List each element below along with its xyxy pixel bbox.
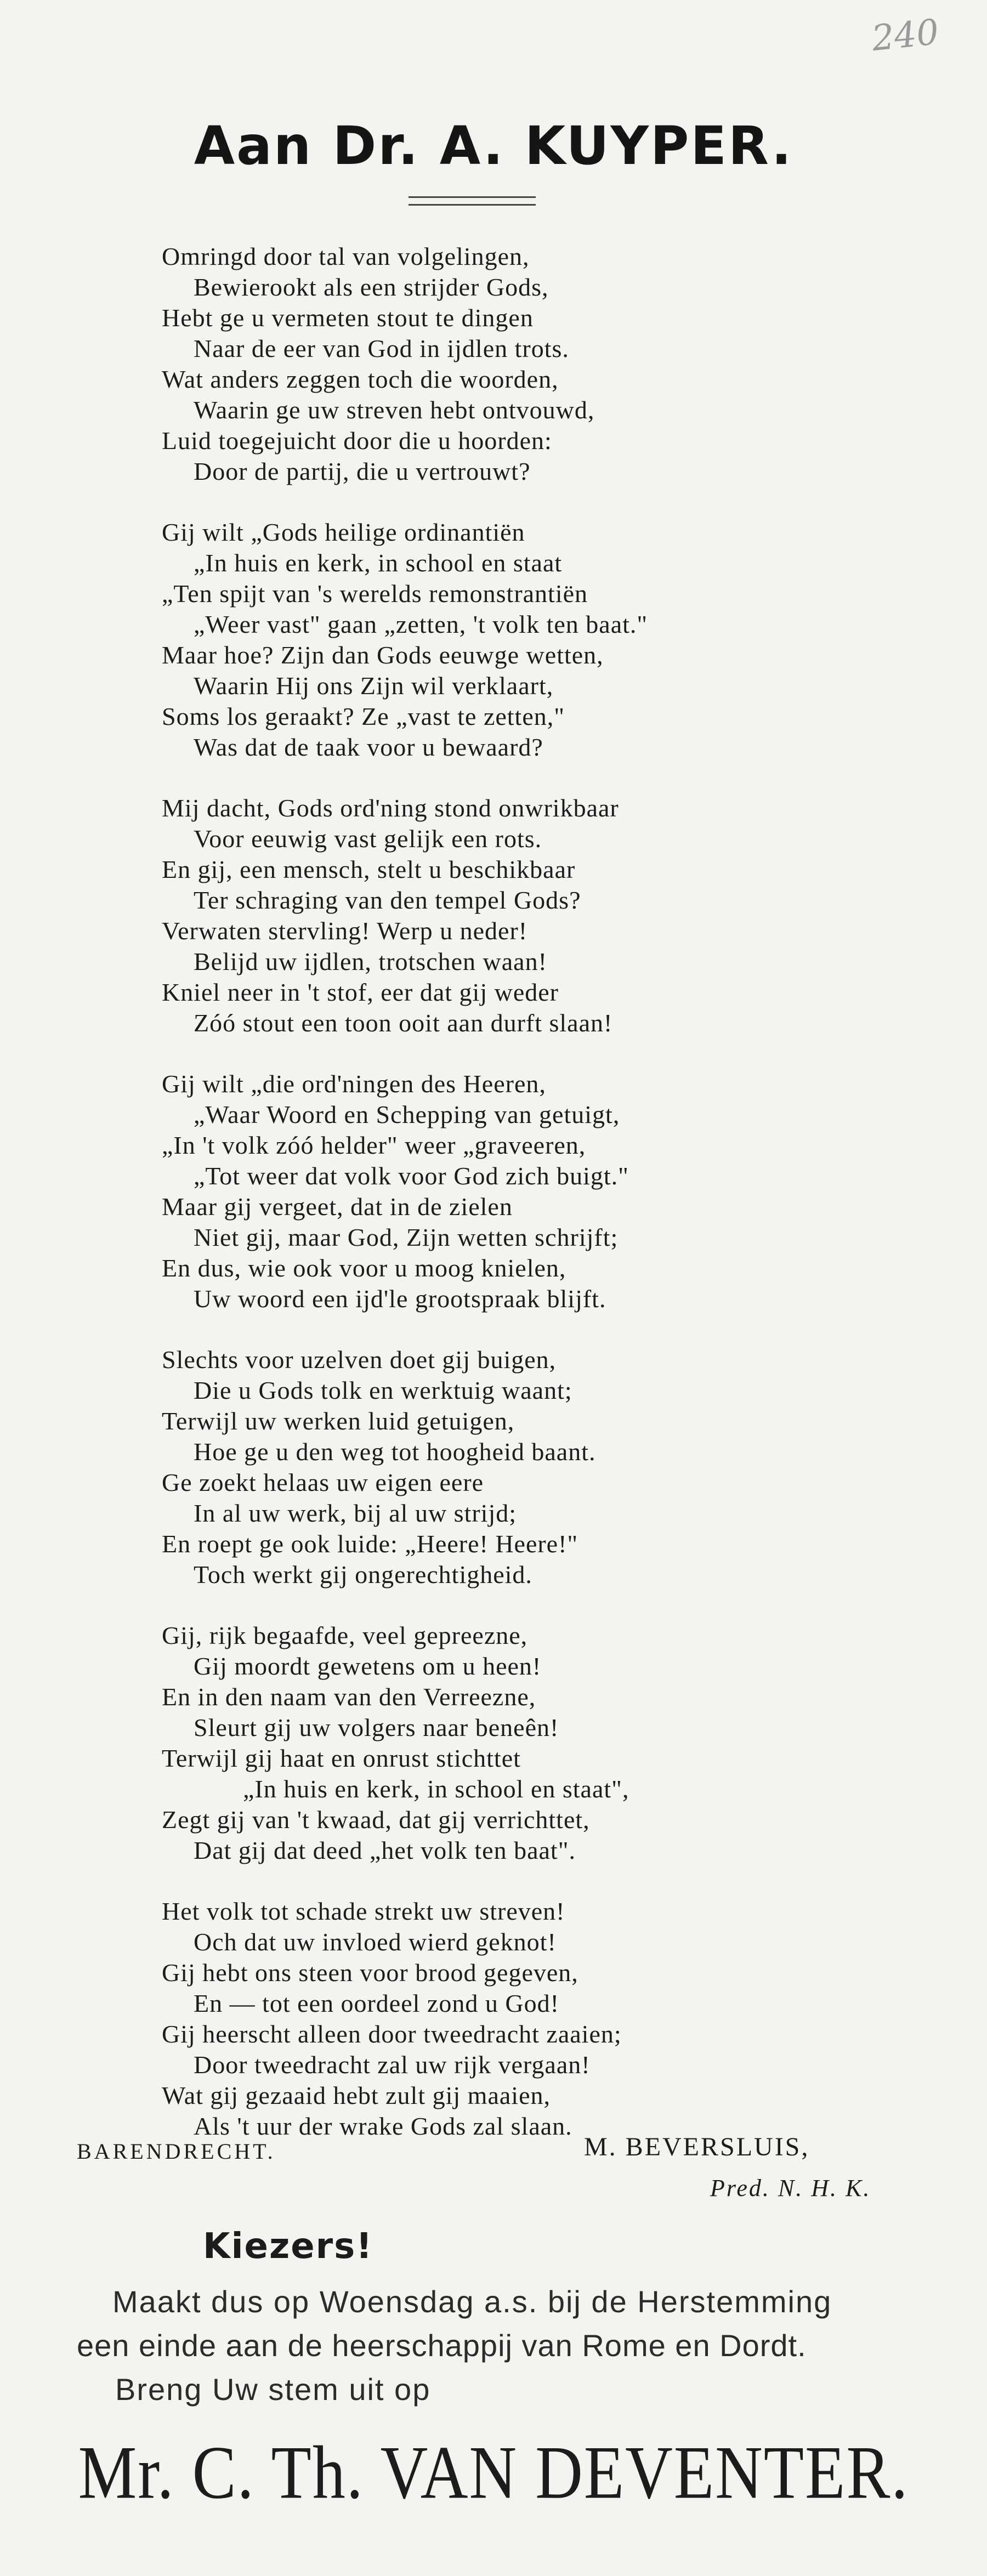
poem-line: In al uw werk, bij al uw strijd; [194,1499,517,1527]
poem-line: Niet gij, maar God, Zijn wetten schrijft; [194,1223,619,1251]
poem [162,241,820,2172]
poem-line: Als 't uur der wrake Gods zal slaan. [194,2112,572,2140]
poem-line: Gij hebt ons steen voor brood gegeven, [162,1959,578,1987]
poem-line: Naar de eer van God in ijdlen trots. [194,334,569,362]
signature-author-title: Pred. N. H. K. [710,2175,871,2201]
poem-line: Slechts voor uzelven doet gij buigen, [162,1346,557,1374]
poem-line: Was dat de taak voor u bewaard? [194,733,543,761]
poem-line: En — tot een oordeel zond u God! [194,1989,559,2017]
page-title: Aan Dr. A. KUYPER. [194,115,793,177]
poem-line: Maar gij vergeet, dat in de zielen [162,1193,513,1221]
poem-line: Gij moordt gewetens om u heen! [194,1652,542,1680]
poem-stanza [162,1069,820,1314]
poem-line: Die u Gods tolk en werktuig waant; [194,1376,572,1404]
poem-line: Belijd uw ijdlen, trotschen waan! [194,947,547,975]
title-rule-bottom [409,204,536,206]
poem-line: Bewierookt als een strijder Gods, [194,273,549,301]
poem-line: Maar hoe? Zijn dan Gods eeuwge wetten, [162,641,604,669]
poem-line: En gij, een mensch, stelt u beschikbaar [162,855,576,883]
poem-line: „Waar Woord en Schepping van getuigt, [194,1100,620,1128]
poem-line: Luid toegejuicht door die u hoorden: [162,427,552,455]
appeal-line-1: Maakt dus op Woensdag a.s. bij de Herstemming [112,2284,832,2319]
poem-stanza [162,1896,820,2142]
poem-line: Gij heerscht alleen door tweedracht zaaien; [162,2020,622,2048]
poem-line: Kniel neer in 't stof, eer dat gij weder [162,978,559,1006]
poem-line: Zóó stout een toon ooit aan durft slaan! [194,1009,613,1037]
signature-author: M. BEVERSLUIS, [584,2132,810,2161]
poem-line: Soms los geraakt? Ze „vast te zetten," [162,702,565,730]
poem-line: Het volk tot schade strekt uw streven! [162,1897,565,1925]
poem-line: Omringd door tal van volgelingen, [162,242,530,270]
appeal-line-3: Breng Uw stem uit op [115,2372,431,2407]
poem-line: En in den naam van den Verreezne, [162,1683,536,1711]
appeal-line-2: een einde aan de heerschappij van Rome en Dordt. [77,2328,807,2363]
poem-line: Voor eeuwig vast gelijk een rots. [194,825,542,853]
poem-stanza [162,1620,820,1866]
poem-line: „Weer vast" gaan „zetten, 't volk ten baat." [194,610,648,638]
poem-line: Waarin Hij ons Zijn wil verklaart, [194,672,554,700]
poem-line: Dat gij dat deed „het volk ten baat". [194,1836,576,1864]
poem-line: Toch werkt gij ongerechtigheid. [194,1561,532,1588]
candidate-name: Mr. C. Th. VAN DEVENTER. [78,2430,909,2515]
poem-line: Mij dacht, Gods ord'ning stond onwrikbaar [162,794,619,822]
page-number: 240 [870,12,941,60]
poem-line: Verwaten stervling! Werp u neder! [162,917,528,945]
poem-stanza [162,1344,820,1590]
poem-line: Gij wilt „Gods heilige ordinantiën [162,518,525,546]
poem-line: Gij wilt „die ord'ningen des Heeren, [162,1070,546,1098]
poem-line: „In huis en kerk, in school en staat [194,549,563,577]
poem-line: Wat gij gezaaid hebt zult gij maaien, [162,2081,551,2109]
poem-line: En roept ge ook luide: „Heere! Heere!" [162,1530,578,1558]
poem-line: Terwijl gij haat en onrust stichttet [162,1744,521,1772]
poem-line: Door de partij, die u vertrouwt? [194,457,531,485]
signature-place: BARENDRECHT. [77,2139,276,2164]
poem-line: Och dat uw invloed wierd geknot! [194,1928,557,1956]
poem-line: Ge zoekt helaas uw eigen eere [162,1468,484,1496]
poem-stanza [162,793,820,1039]
title-rule-top [409,196,536,198]
poem-line: Zegt gij van 't kwaad, dat gij verrichttet, [162,1806,590,1834]
poem-line: „In huis en kerk, in school en staat", [243,1775,629,1803]
poem-stanza [162,517,820,763]
poem-line: Waarin ge uw streven hebt ontvouwd, [194,396,595,424]
poem-line: Gij, rijk begaafde, veel gepreezne, [162,1621,528,1649]
poem-line: Wat anders zeggen toch die woorden, [162,365,559,393]
poem-line: „In 't volk zóó helder" weer „graveeren, [162,1131,586,1159]
poem-line: Sleurt gij uw volgers naar beneên! [194,1713,559,1741]
poem-stanza [162,241,820,487]
appeal-heading: Kiezers! [203,2226,373,2267]
poem-line: Hebt ge u vermeten stout te dingen [162,304,534,332]
poem-line: Terwijl uw werken luid getuigen, [162,1407,515,1435]
poem-line: Hoe ge u den weg tot hoogheid baant. [194,1438,596,1466]
poem-line: „Tot weer dat volk voor God zich buigt." [194,1162,629,1190]
poem-line: Door tweedracht zal uw rijk vergaan! [194,2051,591,2079]
poem-line: „Ten spijt van 's werelds remonstrantiën [162,580,588,608]
poem-line: Uw woord een ijd'le grootspraak blijft. [194,1285,606,1313]
poem-line: En dus, wie ook voor u moog knielen, [162,1254,566,1282]
poem-line: Ter schraging van den tempel Gods? [194,886,581,914]
